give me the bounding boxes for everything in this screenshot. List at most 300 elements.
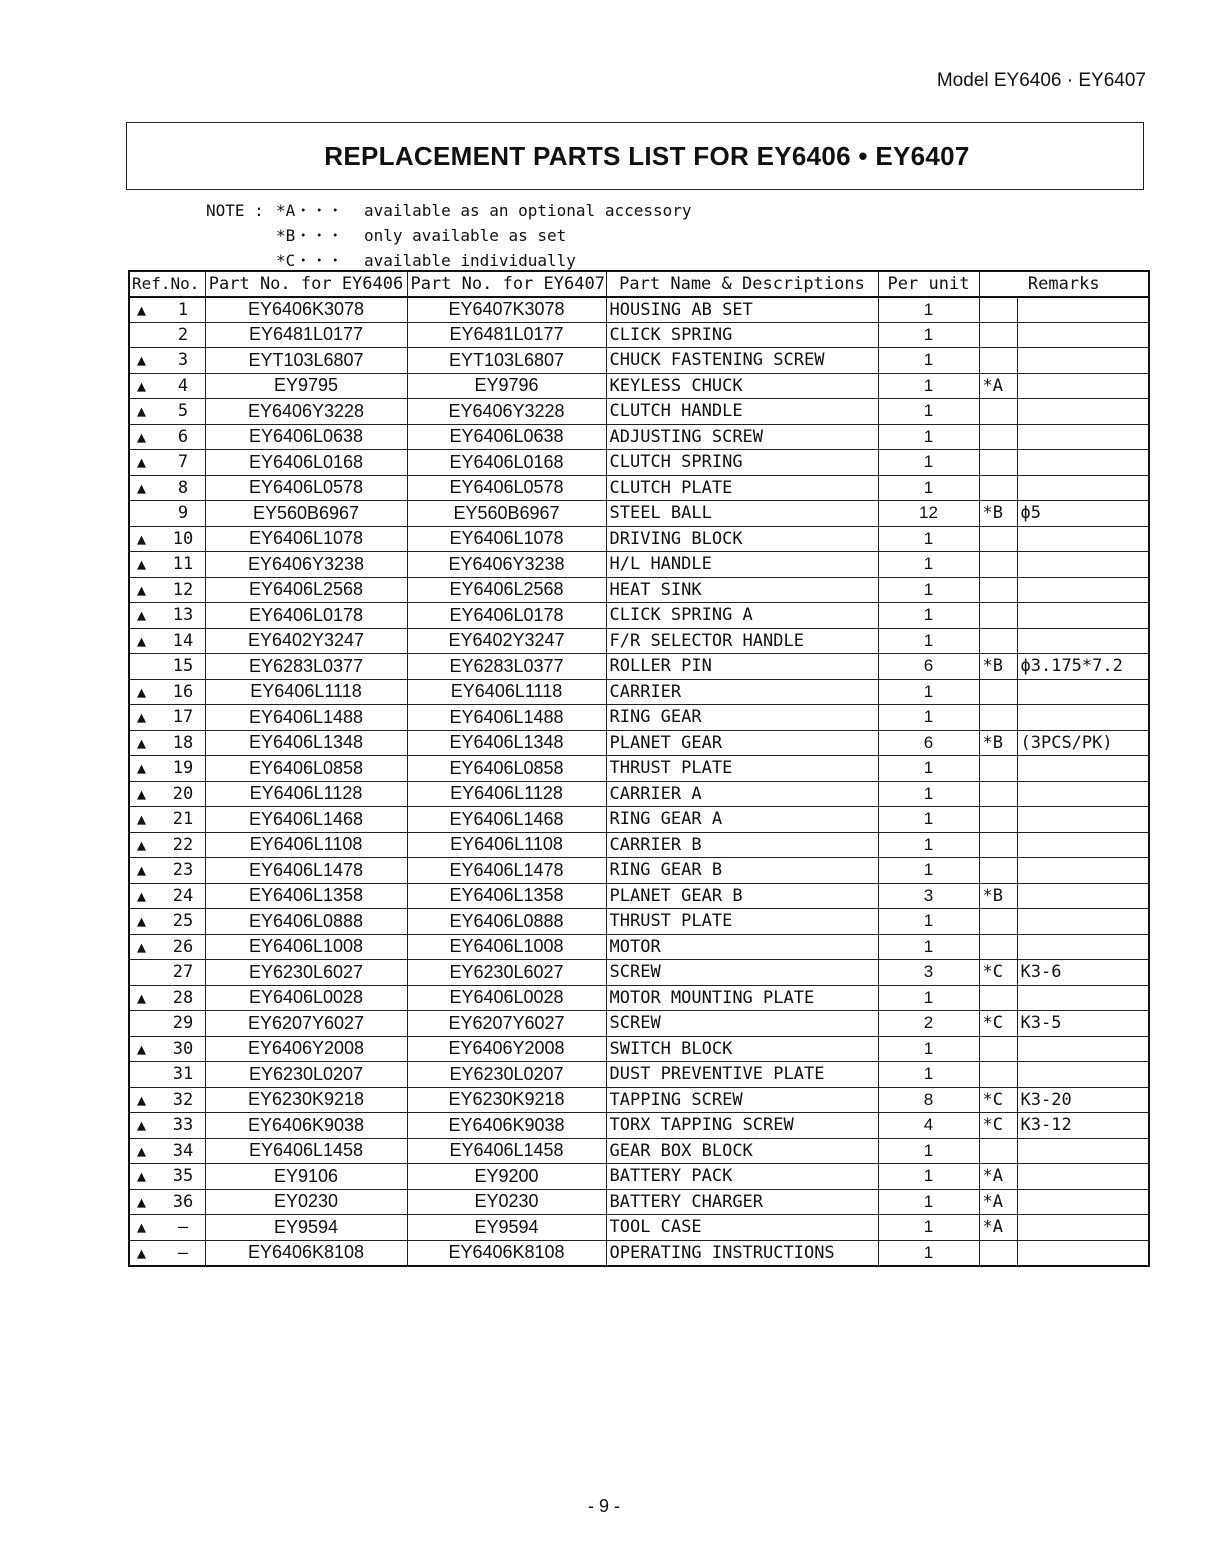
ref-number: 15 — [172, 656, 194, 677]
remark-code — [979, 807, 1017, 833]
per-unit: 1 — [878, 526, 979, 552]
part-name: CLUTCH PLATE — [606, 475, 878, 501]
part-no-ey6406: EY6406L1478 — [205, 858, 407, 884]
ref-number: 6 — [177, 426, 189, 447]
part-name: THRUST PLATE — [606, 909, 878, 935]
part-no-ey6406: EY6283L0377 — [205, 654, 407, 680]
part-no-ey6406: EY0230 — [205, 1189, 407, 1215]
per-unit: 1 — [878, 909, 979, 935]
table-row — [129, 501, 1149, 527]
part-no-ey6406: EY6406L0858 — [205, 756, 407, 782]
table-row — [129, 577, 1149, 603]
ref-cell — [129, 960, 205, 986]
remark-code: *B — [979, 730, 1017, 756]
note-row — [206, 198, 692, 223]
ref-cell — [129, 577, 205, 603]
triangle-icon: ▲ — [137, 1167, 147, 1186]
per-unit: 1 — [878, 628, 979, 654]
ref-number: 9 — [177, 503, 189, 524]
table-row — [129, 297, 1149, 323]
table-body — [129, 297, 1149, 1266]
ref-cell — [129, 807, 205, 833]
ref-cell — [129, 603, 205, 629]
part-no-ey6407: EY9200 — [407, 1164, 606, 1190]
table-row — [129, 781, 1149, 807]
part-no-ey6407: EY6407K3078 — [407, 297, 606, 323]
triangle-icon: ▲ — [137, 861, 147, 880]
ref-cell — [129, 1062, 205, 1088]
ref-number: 33 — [172, 1115, 194, 1136]
header-part-name: Part Name & Descriptions — [606, 271, 878, 297]
ref-number: 34 — [172, 1140, 194, 1161]
triangle-icon: ▲ — [137, 682, 147, 701]
ref-number: 11 — [172, 554, 194, 575]
ref-number: 1 — [177, 299, 189, 320]
part-no-ey6406: EY6406L0178 — [205, 603, 407, 629]
part-name: TAPPING SCREW — [606, 1087, 878, 1113]
triangle-icon: ▲ — [137, 1090, 147, 1109]
header-remarks: Remarks — [979, 271, 1149, 297]
part-name: ROLLER PIN — [606, 654, 878, 680]
remark-detail — [1017, 475, 1149, 501]
part-name: F/R SELECTOR HANDLE — [606, 628, 878, 654]
title-box — [126, 122, 1144, 190]
part-no-ey6406: EY6406L0168 — [205, 450, 407, 476]
per-unit: 4 — [878, 1113, 979, 1139]
part-no-ey6407: EY0230 — [407, 1189, 606, 1215]
per-unit: 1 — [878, 985, 979, 1011]
ref-cell — [129, 501, 205, 527]
part-no-ey6407: EY6406L1128 — [407, 781, 606, 807]
table-row — [129, 1062, 1149, 1088]
table-row — [129, 1189, 1149, 1215]
part-no-ey6407: EYT103L6807 — [407, 348, 606, 374]
ref-number: 32 — [172, 1089, 194, 1110]
remark-code — [979, 985, 1017, 1011]
part-no-ey6406: EY6406L1348 — [205, 730, 407, 756]
remark-detail — [1017, 628, 1149, 654]
remark-detail: K3-5 — [1017, 1011, 1149, 1037]
triangle-icon: ▲ — [137, 733, 147, 752]
ref-number: 26 — [172, 936, 194, 957]
ref-number: 19 — [172, 758, 194, 779]
remark-detail — [1017, 424, 1149, 450]
table-row — [129, 628, 1149, 654]
remark-code — [979, 297, 1017, 323]
remark-detail — [1017, 1062, 1149, 1088]
remark-detail: ϕ5 — [1017, 501, 1149, 527]
ref-number: 10 — [172, 528, 194, 549]
part-name: MOTOR MOUNTING PLATE — [606, 985, 878, 1011]
per-unit: 1 — [878, 1062, 979, 1088]
ref-cell — [129, 858, 205, 884]
table-row — [129, 934, 1149, 960]
ref-number: 25 — [172, 911, 194, 932]
ref-cell — [129, 1164, 205, 1190]
table-row — [129, 832, 1149, 858]
triangle-icon: ▲ — [137, 300, 147, 319]
table-row — [129, 399, 1149, 425]
part-name: BATTERY CHARGER — [606, 1189, 878, 1215]
ref-number: 20 — [172, 783, 194, 804]
page-title: REPLACEMENT PARTS LIST FOR EY6406 • EY6407 — [324, 140, 970, 171]
remark-detail — [1017, 1240, 1149, 1266]
remark-detail — [1017, 1036, 1149, 1062]
ref-number: 21 — [172, 809, 194, 830]
triangle-icon: ▲ — [137, 555, 147, 574]
remark-detail — [1017, 934, 1149, 960]
part-no-ey6406: EY6406L0638 — [205, 424, 407, 450]
per-unit: 2 — [878, 1011, 979, 1037]
ref-cell — [129, 832, 205, 858]
table-row — [129, 1164, 1149, 1190]
triangle-icon: ▲ — [137, 912, 147, 931]
part-no-ey6406: EY9106 — [205, 1164, 407, 1190]
triangle-icon: ▲ — [137, 580, 147, 599]
table-row — [129, 654, 1149, 680]
ref-number: 4 — [177, 375, 189, 396]
part-no-ey6406: EY6406K9038 — [205, 1113, 407, 1139]
ref-cell — [129, 1189, 205, 1215]
per-unit: 1 — [878, 781, 979, 807]
per-unit: 1 — [878, 603, 979, 629]
part-no-ey6406: EY6406L1008 — [205, 934, 407, 960]
per-unit: 1 — [878, 475, 979, 501]
part-no-ey6406: EY6406L1358 — [205, 883, 407, 909]
ref-cell — [129, 1215, 205, 1241]
ref-cell — [129, 1240, 205, 1266]
table-row — [129, 552, 1149, 578]
table-row — [129, 960, 1149, 986]
table-row — [129, 348, 1149, 374]
triangle-icon: ▲ — [137, 835, 147, 854]
remark-detail — [1017, 526, 1149, 552]
table-row — [129, 1240, 1149, 1266]
remark-detail — [1017, 552, 1149, 578]
ref-number: 27 — [172, 962, 194, 983]
per-unit: 12 — [878, 501, 979, 527]
table-row — [129, 1113, 1149, 1139]
ref-cell — [129, 297, 205, 323]
remark-code: *A — [979, 1189, 1017, 1215]
part-no-ey6406: EY6481L0177 — [205, 322, 407, 348]
table-row — [129, 858, 1149, 884]
triangle-icon: ▲ — [137, 631, 147, 650]
part-name: HOUSING AB SET — [606, 297, 878, 323]
part-no-ey6407: EY6406L1488 — [407, 705, 606, 731]
remark-detail: K3-12 — [1017, 1113, 1149, 1139]
table-row — [129, 1138, 1149, 1164]
table-row — [129, 603, 1149, 629]
part-name: OPERATING INSTRUCTIONS — [606, 1240, 878, 1266]
header-ref-no: Ref.No. — [129, 271, 205, 297]
remark-code: *B — [979, 654, 1017, 680]
remark-code — [979, 399, 1017, 425]
remark-code — [979, 1062, 1017, 1088]
per-unit: 1 — [878, 1240, 979, 1266]
ref-number: 29 — [172, 1013, 194, 1034]
ref-cell — [129, 756, 205, 782]
part-name: DRIVING BLOCK — [606, 526, 878, 552]
note-key: *B・・・ — [276, 226, 344, 245]
table-row — [129, 909, 1149, 935]
model-header: Model EY6406 · EY6407 — [936, 70, 1146, 91]
ref-number: 5 — [177, 401, 189, 422]
ref-number: 23 — [172, 860, 194, 881]
part-no-ey6406: EY6230K9218 — [205, 1087, 407, 1113]
part-no-ey6407: EY6406L1468 — [407, 807, 606, 833]
remark-detail — [1017, 807, 1149, 833]
table-header-row — [129, 271, 1149, 297]
remark-detail — [1017, 322, 1149, 348]
remark-code: *C — [979, 960, 1017, 986]
ref-cell — [129, 450, 205, 476]
part-no-ey6406: EY6406L1128 — [205, 781, 407, 807]
part-name: ADJUSTING SCREW — [606, 424, 878, 450]
header-part-no-ey6407: Part No. for EY6407 — [407, 271, 606, 297]
part-no-ey6407: EY6230L6027 — [407, 960, 606, 986]
ref-cell — [129, 628, 205, 654]
part-no-ey6407: EY6406Y3228 — [407, 399, 606, 425]
note-text: available as an optional accessory — [364, 201, 692, 220]
ref-number: 36 — [172, 1191, 194, 1212]
part-no-ey6407: EY6406L1008 — [407, 934, 606, 960]
part-no-ey6406: EY6406L2568 — [205, 577, 407, 603]
part-no-ey6407: EY6406L1358 — [407, 883, 606, 909]
ref-cell — [129, 654, 205, 680]
table-row — [129, 1036, 1149, 1062]
remark-code — [979, 756, 1017, 782]
remark-code — [979, 603, 1017, 629]
remark-code — [979, 705, 1017, 731]
part-no-ey6407: EY6406K8108 — [407, 1240, 606, 1266]
triangle-icon: ▲ — [137, 708, 147, 727]
part-no-ey6407: EY6283L0377 — [407, 654, 606, 680]
ref-cell — [129, 883, 205, 909]
remark-code — [979, 577, 1017, 603]
part-no-ey6407: EY6406L1478 — [407, 858, 606, 884]
ref-number: 12 — [172, 579, 194, 600]
table-row — [129, 679, 1149, 705]
ref-number: 17 — [172, 707, 194, 728]
part-no-ey6407: EY6406L0028 — [407, 985, 606, 1011]
remark-detail — [1017, 1138, 1149, 1164]
ref-cell — [129, 373, 205, 399]
remark-detail — [1017, 985, 1149, 1011]
triangle-icon: ▲ — [137, 784, 147, 803]
part-name: THRUST PLATE — [606, 756, 878, 782]
ref-cell — [129, 322, 205, 348]
remark-code — [979, 858, 1017, 884]
per-unit: 6 — [878, 730, 979, 756]
remark-code: *A — [979, 1215, 1017, 1241]
table-row — [129, 322, 1149, 348]
triangle-icon: ▲ — [137, 988, 147, 1007]
remark-detail: K3-6 — [1017, 960, 1149, 986]
note-row — [206, 223, 692, 248]
remark-code — [979, 934, 1017, 960]
ref-cell — [129, 985, 205, 1011]
ref-cell — [129, 424, 205, 450]
part-no-ey6407: EY6406L0888 — [407, 909, 606, 935]
remark-detail — [1017, 1215, 1149, 1241]
per-unit: 1 — [878, 1164, 979, 1190]
ref-number: 8 — [177, 477, 189, 498]
parts-table — [128, 270, 1150, 1267]
ref-cell — [129, 934, 205, 960]
part-no-ey6406: EYT103L6807 — [205, 348, 407, 374]
remark-detail — [1017, 373, 1149, 399]
note-text: available individually — [364, 251, 576, 270]
remark-detail — [1017, 756, 1149, 782]
part-no-ey6407: EY6406L0578 — [407, 475, 606, 501]
ref-number: – — [177, 1217, 189, 1238]
remark-code — [979, 832, 1017, 858]
per-unit: 1 — [878, 858, 979, 884]
remark-detail: (3PCS/PK) — [1017, 730, 1149, 756]
ref-cell — [129, 1138, 205, 1164]
part-name: CLICK SPRING — [606, 322, 878, 348]
part-name: BATTERY PACK — [606, 1164, 878, 1190]
remark-code — [979, 348, 1017, 374]
per-unit: 6 — [878, 654, 979, 680]
remark-detail — [1017, 348, 1149, 374]
ref-number: 31 — [172, 1064, 194, 1085]
part-name: CARRIER A — [606, 781, 878, 807]
table-row — [129, 475, 1149, 501]
part-no-ey6406: EY6406L1108 — [205, 832, 407, 858]
remark-detail — [1017, 577, 1149, 603]
ref-number: 28 — [172, 987, 194, 1008]
part-no-ey6407: EY9594 — [407, 1215, 606, 1241]
per-unit: 1 — [878, 322, 979, 348]
part-name: TOOL CASE — [606, 1215, 878, 1241]
part-no-ey6407: EY560B6967 — [407, 501, 606, 527]
ref-number: 18 — [172, 732, 194, 753]
remark-detail — [1017, 297, 1149, 323]
triangle-icon: ▲ — [137, 886, 147, 905]
table-row — [129, 756, 1149, 782]
per-unit: 3 — [878, 960, 979, 986]
remark-detail: ϕ3.175*7.2 — [1017, 654, 1149, 680]
part-no-ey6406: EY6402Y3247 — [205, 628, 407, 654]
header-part-no-ey6406: Part No. for EY6406 — [205, 271, 407, 297]
per-unit: 1 — [878, 1138, 979, 1164]
remark-code — [979, 475, 1017, 501]
triangle-icon: ▲ — [137, 453, 147, 472]
part-name: STEEL BALL — [606, 501, 878, 527]
ref-cell — [129, 1036, 205, 1062]
per-unit: 1 — [878, 832, 979, 858]
part-no-ey6406: EY6406L1458 — [205, 1138, 407, 1164]
triangle-icon: ▲ — [137, 376, 147, 395]
remark-code — [979, 628, 1017, 654]
part-no-ey6407: EY6406L0638 — [407, 424, 606, 450]
table-row — [129, 526, 1149, 552]
triangle-icon: ▲ — [137, 351, 147, 370]
part-no-ey6406: EY6230L0207 — [205, 1062, 407, 1088]
ref-cell — [129, 399, 205, 425]
ref-cell — [129, 679, 205, 705]
remark-code — [979, 424, 1017, 450]
per-unit: 1 — [878, 807, 979, 833]
remark-code: *A — [979, 373, 1017, 399]
per-unit: 1 — [878, 705, 979, 731]
per-unit: 1 — [878, 679, 979, 705]
ref-number: 2 — [177, 324, 189, 345]
part-no-ey6406: EY560B6967 — [205, 501, 407, 527]
per-unit: 1 — [878, 756, 979, 782]
part-no-ey6406: EY6406L1078 — [205, 526, 407, 552]
part-no-ey6407: EY6406Y3238 — [407, 552, 606, 578]
remark-code: *B — [979, 883, 1017, 909]
page-number: - 9 - — [587, 1496, 620, 1516]
notes — [206, 198, 692, 273]
part-no-ey6407: EY6406L2568 — [407, 577, 606, 603]
remark-detail — [1017, 603, 1149, 629]
per-unit: 1 — [878, 577, 979, 603]
remark-detail — [1017, 399, 1149, 425]
remark-detail — [1017, 909, 1149, 935]
part-no-ey6407: EY6207Y6027 — [407, 1011, 606, 1037]
part-no-ey6407: EY6406L0178 — [407, 603, 606, 629]
triangle-icon: ▲ — [137, 478, 147, 497]
part-no-ey6406: EY9594 — [205, 1215, 407, 1241]
remark-code — [979, 909, 1017, 935]
remark-code: *A — [979, 1164, 1017, 1190]
part-name: RING GEAR B — [606, 858, 878, 884]
remark-detail — [1017, 832, 1149, 858]
remark-detail — [1017, 1189, 1149, 1215]
part-name: CHUCK FASTENING SCREW — [606, 348, 878, 374]
part-no-ey6407: EY6406L0168 — [407, 450, 606, 476]
part-no-ey6406: EY9795 — [205, 373, 407, 399]
ref-number: 35 — [172, 1166, 194, 1187]
ref-cell — [129, 526, 205, 552]
part-no-ey6406: EY6406Y2008 — [205, 1036, 407, 1062]
ref-cell — [129, 781, 205, 807]
table-row — [129, 450, 1149, 476]
per-unit: 3 — [878, 883, 979, 909]
per-unit: 1 — [878, 1036, 979, 1062]
part-name: SWITCH BLOCK — [606, 1036, 878, 1062]
part-no-ey6407: EY6406K9038 — [407, 1113, 606, 1139]
part-no-ey6407: EY6406L1458 — [407, 1138, 606, 1164]
part-no-ey6407: EY6406L1348 — [407, 730, 606, 756]
ref-cell — [129, 909, 205, 935]
remark-detail — [1017, 679, 1149, 705]
part-name: RING GEAR — [606, 705, 878, 731]
part-name: TORX TAPPING SCREW — [606, 1113, 878, 1139]
ref-number: 24 — [172, 885, 194, 906]
table-row — [129, 1087, 1149, 1113]
per-unit: 1 — [878, 934, 979, 960]
table-row — [129, 1011, 1149, 1037]
part-name: KEYLESS CHUCK — [606, 373, 878, 399]
triangle-icon: ▲ — [137, 937, 147, 956]
remark-detail — [1017, 705, 1149, 731]
part-no-ey6406: EY6406Y3238 — [205, 552, 407, 578]
ref-cell — [129, 705, 205, 731]
part-no-ey6407: EY6402Y3247 — [407, 628, 606, 654]
ref-number: – — [177, 1242, 189, 1263]
ref-number: 30 — [172, 1038, 194, 1059]
remark-detail — [1017, 858, 1149, 884]
part-no-ey6406: EY6406L1118 — [205, 679, 407, 705]
part-no-ey6406: EY6406L1468 — [205, 807, 407, 833]
part-name: GEAR BOX BLOCK — [606, 1138, 878, 1164]
remark-code: *C — [979, 1011, 1017, 1037]
